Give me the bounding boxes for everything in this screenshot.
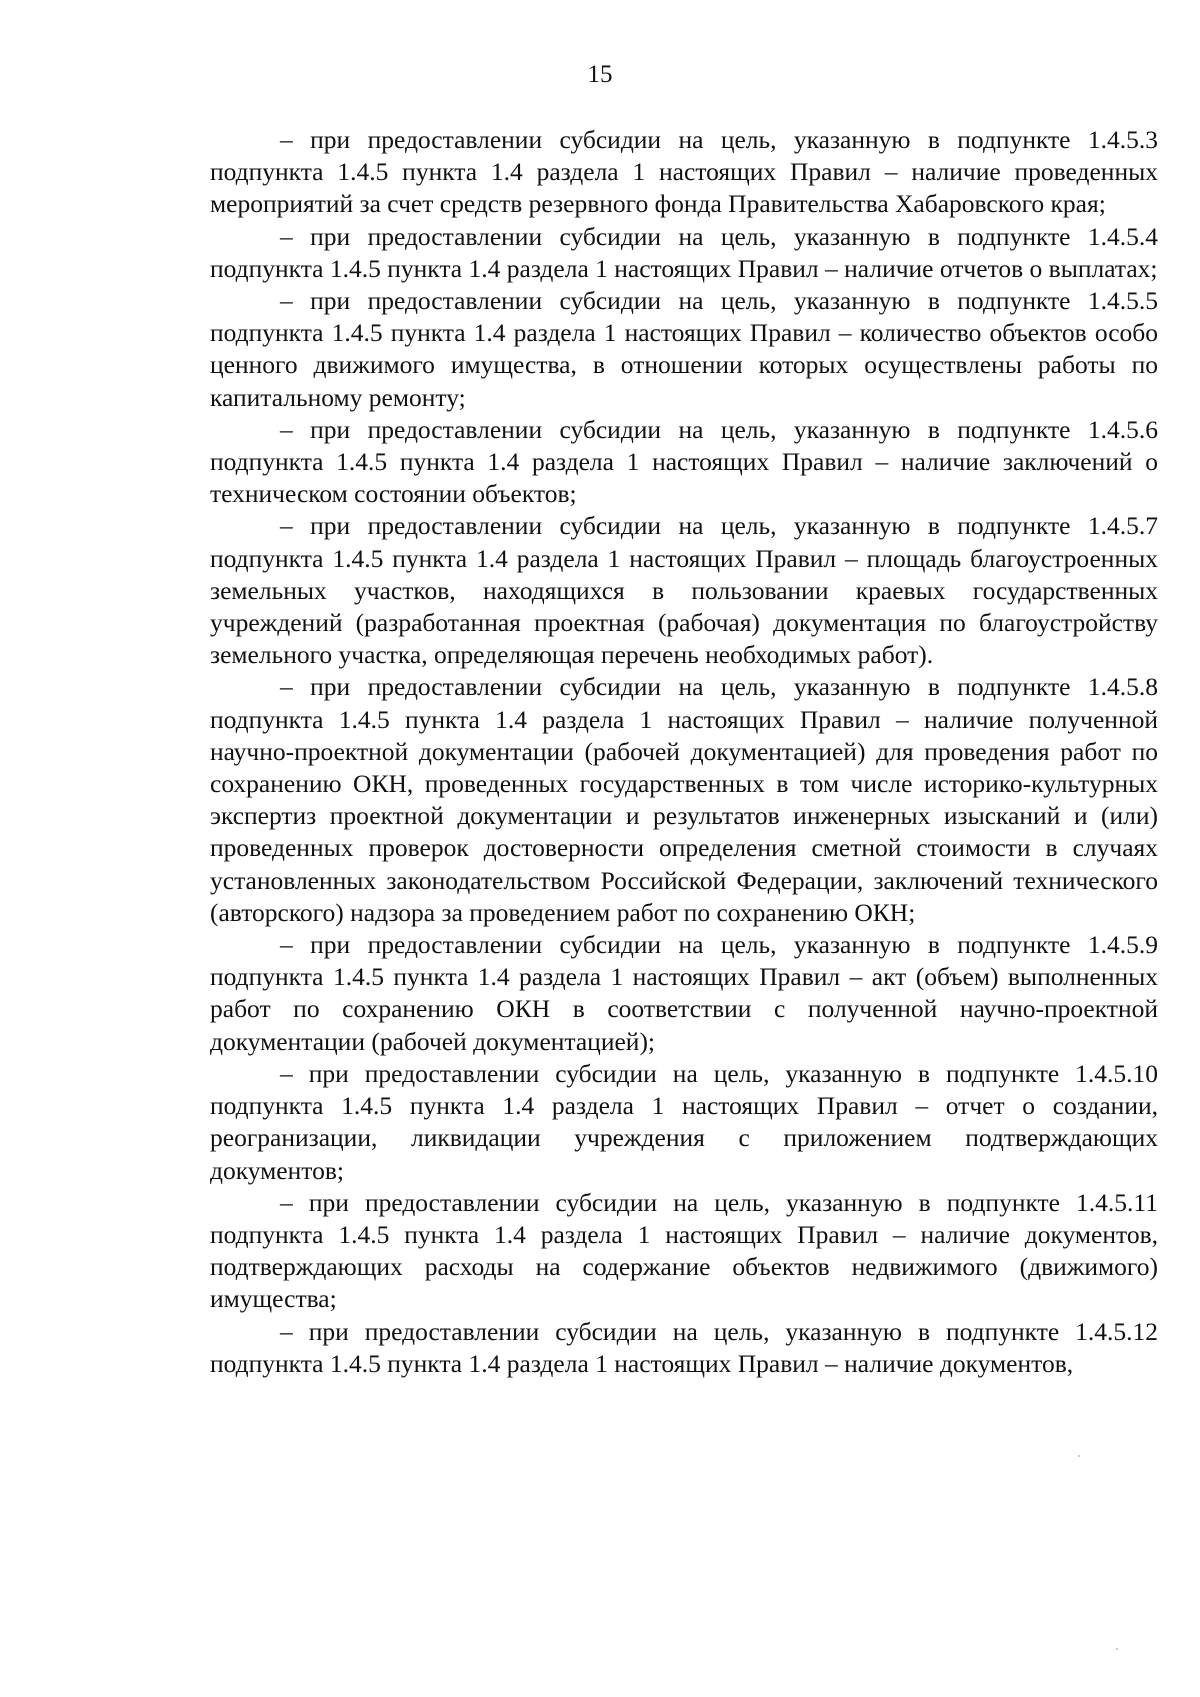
scan-speck: [1116, 1648, 1118, 1650]
paragraph: – при предоставлении субсидии на цель, указанную в подпункте 1.4.5.4 подпункта 1.4.5 пункта 1.4 раздела 1 настоящих Правил – наличие отчетов о выплатах;: [210, 221, 1158, 283]
paragraph: – при предоставлении субсидии на цель, указанную в подпункте 1.4.5.5 подпункта 1.4.5 пункта 1.4 раздела 1 настоящих Правил – количество объектов особо ценного движимого имущества, в отношении которых осуществлены работы по капитальному ремонту;: [210, 286, 1158, 412]
paragraph: – при предоставлении субсидии на цель, указанную в подпункте 1.4.5.7 подпункта 1.4.5 пункта 1.4 раздела 1 настоящих Правил – площадь благоустроенных земельных участков, находящихся в пользовании краевых государственных учреждений (разработанная проектная (рабочая) документация по благоустройству земельного участка, определяющая перечень необходимых работ).: [210, 511, 1158, 670]
paragraph: – при предоставлении субсидии на цель, указанную в подпункте 1.4.5.8 подпункта 1.4.5 пункта 1.4 раздела 1 настоящих Правил – наличие полученной научно-проектной документации (рабочей документацией) для проведения работ по сохранению ОКН, проведенных государственных в том числе историко-культурных экспертиз проектной документации и результатов инженерных изысканий и (или) проведенных проверок достоверности определения сметной стоимости в случаях установленных законодательством Российской Федерации, заключений технического (авторского) надзора за проведением работ по сохранению ОКН;: [210, 672, 1158, 927]
page-number: 15: [587, 61, 613, 88]
paragraph: – при предоставлении субсидии на цель, указанную в подпункте 1.4.5.11 подпункта 1.4.5 пункта 1.4 раздела 1 настоящих Правил – наличие документов, подтверждающих расходы на содержание объектов недвижимого (движимого) имущества;: [210, 1187, 1158, 1314]
paragraph: – при предоставлении субсидии на цель, указанную в подпункте 1.4.5.10 подпункта 1.4.5 пункта 1.4 раздела 1 настоящих Правил – отчет о создании, реогранизации, ликвидации учреждения с приложением подтверждающих документов;: [210, 1058, 1158, 1185]
paragraph: – при предоставлении субсидии на цель, указанную в подпункте 1.4.5.3 подпункта 1.4.5 пункта 1.4 раздела 1 настоящих Правил – наличие проведенных мероприятий за счет средств резервного фонда Правительства Хабаровского края;: [210, 125, 1158, 219]
document-body: [210, 124, 1158, 1380]
paragraph: – при предоставлении субсидии на цель, указанную в подпункте 1.4.5.12 подпункта 1.4.5 пункта 1.4 раздела 1 настоящих Правил – наличие документов,: [210, 1316, 1158, 1378]
paragraph: – при предоставлении субсидии на цель, указанную в подпункте 1.4.5.6 подпункта 1.4.5 пункта 1.4 раздела 1 настоящих Правил – наличие заключений о техническом состоянии объектов;: [210, 414, 1158, 509]
scan-speck: [1078, 1455, 1080, 1457]
paragraph: – при предоставлении субсидии на цель, указанную в подпункте 1.4.5.9 подпункта 1.4.5 пункта 1.4 раздела 1 настоящих Правил – акт (объем) выполненных работ по сохранению ОКН в соответствии с полученной научно-проектной документации (рабочей документацией);: [210, 930, 1158, 1056]
